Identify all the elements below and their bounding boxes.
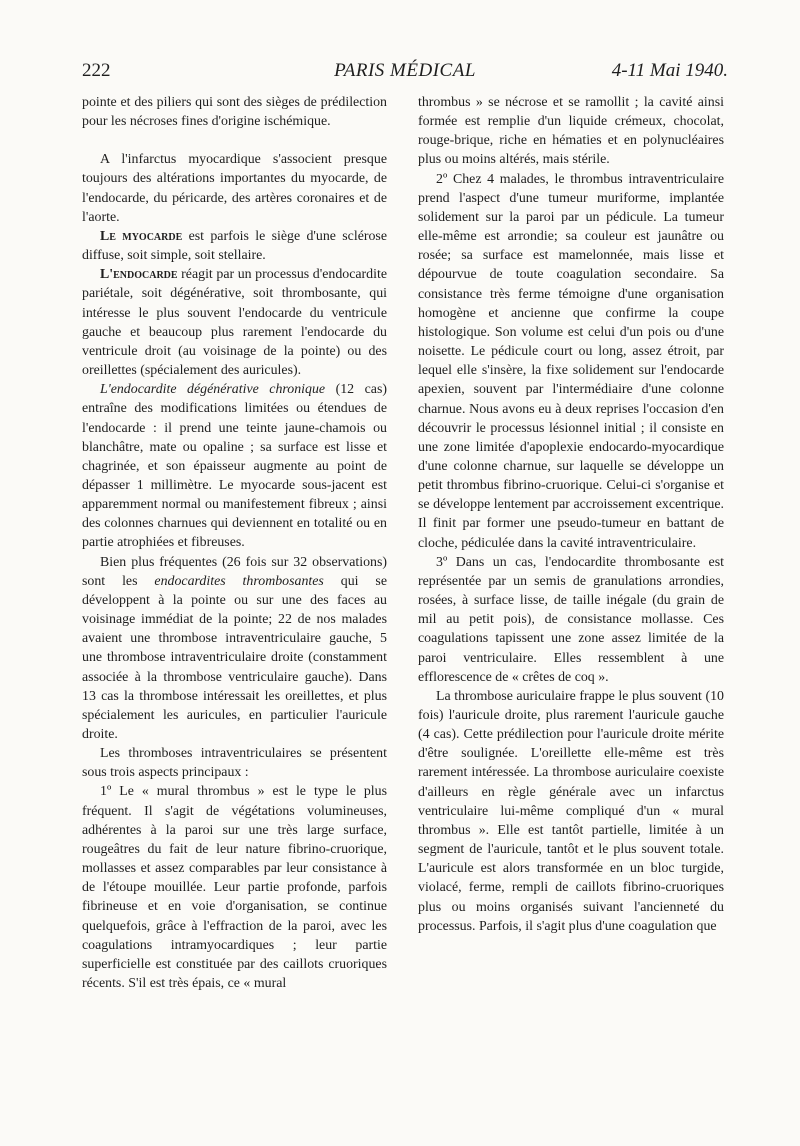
paragraph-text: réagit par un processus d'endocardite pariétale, soit dégénérative, soit thrombosante, qui intéresse le plus souvent l'endocarde du ventricule gauche et beaucoup plus rarement l'endocarde du ventricule droit (au voisinage de la pointe) ou des oreillettes (spécialement des auricules). xyxy=(82,267,387,379)
paragraph xyxy=(82,265,387,380)
paragraph: Les thromboses intraventriculaires se présentent sous trois aspects principaux : xyxy=(82,746,387,781)
paragraph: pointe et des piliers qui sont des sièges de prédilection pour les nécroses fines d'origine ischémique. xyxy=(82,95,387,130)
issue-date: 4-11 Mai 1940. xyxy=(611,60,728,81)
paragraph-text: qui se développent à la pointe ou sur une des faces au voisinage immédiat de la pointe; 22 de nos malades avaient une thrombose intraventriculaire gauche, 5 une thrombose intraventriculaire droite (constamment associée à la thrombose ventriculaire gauche). Dans 13 cas la thrombose intéressait les oreillettes, et plus spécialement les auricules, en particulier l'auricule droite. xyxy=(82,573,387,742)
paragraph: 1º Le « mural thrombus » est le type le plus fréquent. Il s'agit de végétations volumineuses, adhérentes à la paroi sur une très large surface, rougeâtres du fait de leur nature fibrino-cruorique, mollasses et assez comparables par leur consistance à de l'étoupe mouillée. Leur partie profonde, parfois fibrineuse et en voie d'organisation, se continue quelquefois, grâce à l'effraction de la paroi, avec les coagulations intramyocardiques ; leur partie superficielle est constituée par des caillots cruoriques récents. S'il est très épais, ce « mural xyxy=(82,784,387,992)
paragraph: 3º Dans un cas, l'endocardite thrombosante est représentée par un semis de granulations arrondies, rosées, à surface lisse, de taille inégale (du grain de mil au petit pois), de consistance mollasse. Ces coagulations tapissent une zone assez limitée de la paroi ventriculaire. Elles ressemblent à une efflorescence de « crêtes de coq ». xyxy=(418,554,724,685)
paragraph xyxy=(82,553,387,745)
subject-term: Le myocarde xyxy=(100,228,183,244)
subject-term: L'endocarde xyxy=(100,267,178,283)
paragraph-text: (12 cas) entraîne des modifications limitées ou étendues de l'endocarde : il prend une teinte jaune-chamois ou blanchâtre, mate ou opaline ; sa surface est lisse et chagrinée, et son épaisseur augmente au point de dépasser 1 millimètre. Le myocarde sous-jacent est apparemment normal ou manifestement fibreux ; ainsi des colonnes charnues qui deviennent en totalité ou en partie atrophiées et fibreuses. xyxy=(82,382,387,551)
left-column xyxy=(82,93,387,993)
italic-term: L'endocardite dégénérative chronique xyxy=(100,382,326,398)
paragraph: 2º Chez 4 malades, le thrombus intraventriculaire prend l'aspect d'une tumeur muriforme, implantée solidement sur la paroi par un pédicule. La tumeur elle-même est arrondie; sa couleur est jaunâtre ou rosée; sa surface est mamelonnée, mais lisse et dépourvue de toute coagulation secondaire. Sa consistance très ferme témoigne d'une organisation homogène et ancienne que confirme la coupe histologique. Son volume est celui d'un pois ou d'une noisette. Le pédicule court ou long, assez étroit, par lequel elle s'insère, la fixe solidement sur l'endocarde apexien, souvent par l'intermédiaire d'une colonne charnue. Nous avons eu à deux reprises l'occasion d'en découvrir le processus lésionnel initial ; il consiste en une zone limitée d'apoplexie endocardo-myocardique d'une colonne charnue, sur laquelle se développe un petit thrombus fibrino-cruorique. Celui-ci s'organise et se développe lentement par accroissement excentrique. Il finit par former une pseudo-tumeur en battant de cloche, pédiculée dans la cavité intraventriculaire. xyxy=(418,171,724,551)
right-column xyxy=(418,93,724,936)
journal-title: PARIS MÉDICAL xyxy=(334,60,476,81)
paragraph-text: est parfois le siège d'une sclérose diffuse, soit simple, soit stellaire. xyxy=(82,228,388,264)
page-number: 222 xyxy=(82,60,111,81)
running-header xyxy=(82,56,728,86)
paragraph-text: Bien plus fréquentes (26 fois sur 32 observations) sont les xyxy=(82,554,387,589)
italic-term: endocardites thrombosantes xyxy=(154,573,324,589)
paragraph: A l'infarctus myocardique s'associent presque toujours des altérations importantes du myocarde, de l'endocarde, du péricarde, des artères coronaires et de l'aorte. xyxy=(82,152,387,225)
paragraph xyxy=(82,380,387,552)
paragraph xyxy=(82,227,387,265)
paragraph: thrombus » se nécrose et se ramollit ; la cavité ainsi formée est remplie d'un liquide crémeux, chocolat, rouge-brique, riche en hématies et en polynucléaires plus ou moins altérés, mais stérile. xyxy=(418,95,724,168)
paragraph: La thrombose auriculaire frappe le plus souvent (10 fois) l'auricule droite, plus rarement l'auricule gauche (4 cas). Cette prédilection pour l'auricule droite mérite d'être soulignée. L'oreillette elle-même est très rarement intéressée. La thrombose auriculaire coexiste d'ailleurs en règle générale avec un infarctus ventriculaire lui-même compliqué d'un « mural thrombus ». Elle est tantôt partielle, limitée à un segment de l'auricule, tantôt et le plus souvent totale. L'auricule est alors transformée en un bloc turgide, violacé, ferme, rempli de caillots fibrino-cruoriques plus ou moins organisés suivant l'ancienneté du processus. Parfois, il s'agit plus d'une coagulation que xyxy=(418,688,724,934)
